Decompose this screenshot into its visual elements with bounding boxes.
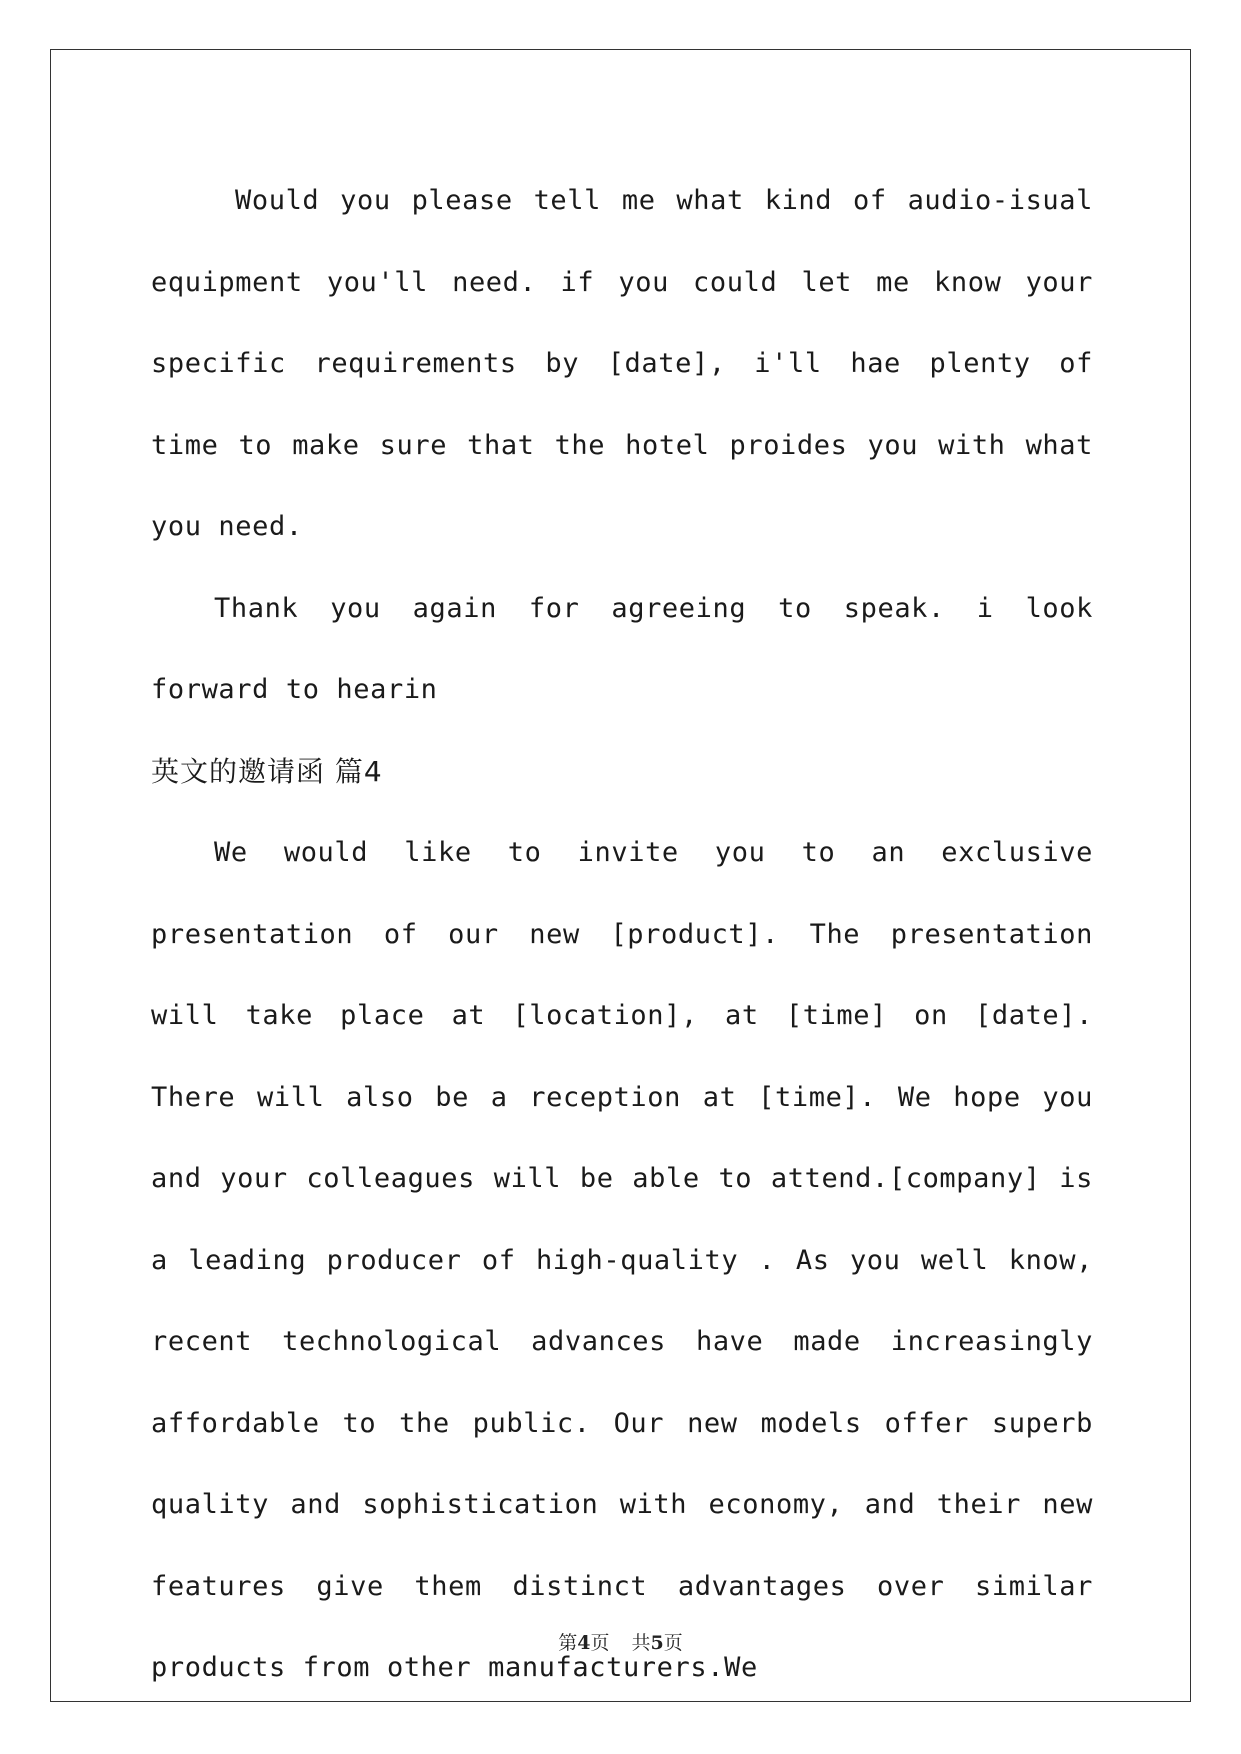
page-footer [0, 1628, 1241, 1655]
paragraph-audio-visual: Would you please tell me what kind of audio-isual equipment you'll need. if you could let me know your specific requirements by [date], i'll hae plenty of time to make sure that the hotel proides you with what you need. [151, 185, 1093, 542]
page-prefix: 第 [558, 1632, 578, 1654]
paragraph-invitation: We would like to invite you to an exclusive presentation of our new [product]. The presentation will take place at [location], at [time] on [date]. There will also be a reception at [time]. We hope you and your colleagues will be able to attend.[company] is a leading producer of high-quality . As you well know, recent technological advances have made increasingly affordable to the public. Our new models offer superb quality and sophistication with economy, and their new features give them distinct advantages over similar products from other manufacturers.We [151, 837, 1093, 1683]
paragraph-thank-you: Thank you again for agreeing to speak. i look forward to hearin [151, 592, 1093, 705]
section-heading: 英文的邀请函 篇4 [151, 754, 383, 788]
page-suffix: 页 [590, 1632, 610, 1654]
total-pages-number: 5 [650, 1632, 664, 1654]
total-prefix: 共 [631, 1632, 651, 1654]
current-page-number: 4 [577, 1632, 591, 1654]
document-body [151, 160, 1093, 1709]
total-suffix: 页 [663, 1632, 683, 1654]
